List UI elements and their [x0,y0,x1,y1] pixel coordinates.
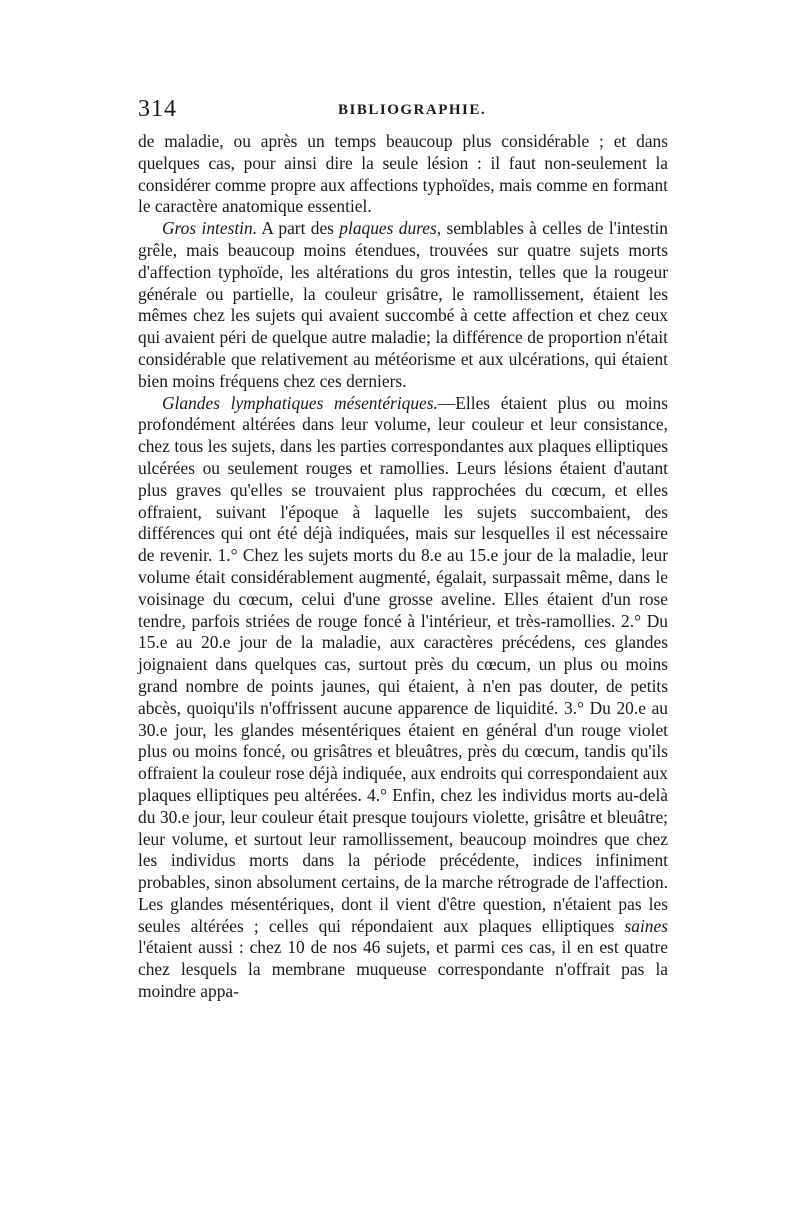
paragraph-glandes-lymphatiques [138,393,668,1003]
text-span: —Elles étaient plus ou moins profondément altérées dans leur volume, leur couleur et leur consistance, chez tous les sujets, dans les parties correspondantes aux plaques elliptiques ulcérées ou seulement rouges et ramollies. Leurs lésions étaient d'autant plus graves qu'elles se trouvaient plus rapprochées du cœcum, et elles offraient, suivant l'époque à laquelle les sujets succombaient, des différences qui ont été déjà indiquées, mais sur lesquelles il est nécessaire de revenir. 1.° Chez les sujets morts du 8.e au 15.e jour de la maladie, leur volume était considérablement augmenté, égalait, surpassait même, dans le voisinage du cœcum, celui d'une grosse aveline. Elles étaient d'un rose tendre, parfois striées de rouge foncé à l'intérieur, et très-ramollies. 2.° Du 15.e au 20.e jour de la maladie, aux caractères précédens, ces glandes joignaient dans quelques cas, surtout près du cœcum, un plus ou moins grand nombre de points jaunes, qui étaient, à n'en pas douter, de petits abcès, quoiqu'ils n'offrissent aucune apparence de liquidité. 3.° Du 20.e au 30.e jour, les glandes mésentériques étaient en général d'un rouge violet plus ou moins foncé, ou grisâtres et bleuâtres, près du cœcum, tandis qu'ils offraient la couleur rose déjà indiquée, aux endroits qui correspondaient aux plaques elliptiques peu altérées. 4.° Enfin, chez les individus morts au-delà du 30.e jour, leur couleur était presque toujours violette, grisâtre et bleuâtre; leur volume, et surtout leur ramollissement, beaucoup moindres que chez les individus morts dans la période précédente, indices infiniment probables, sinon absolument certains, de la marche rétrograde de l'affection. Les glandes mésentériques, dont il vient d'être question, n'étaient pas les seules altérées ; celles qui répondaient aux plaques elliptiques [138,392,668,936]
paragraph-continuation [138,131,668,218]
italic-term: plaques dures [339,218,437,239]
section-heading-gros-intestin: Gros intestin. [162,218,258,239]
text-span: de maladie, ou après un temps beaucoup plus considérable ; et dans quelques cas, pour ainsi dire la seule lésion : il faut non-seulement la considérer comme propre aux affections typhoïdes, mais comme en formant le caractère anatomique essentiel. [138,131,668,217]
page-header [138,96,668,126]
section-heading-glandes-lymphatiques: Glandes lymphatiques mésentériques. [162,392,438,413]
body-text [138,131,668,1003]
text-span: A part des [257,218,340,239]
italic-term: saines [624,915,668,936]
page-number: 314 [138,96,177,122]
text-span: l'étaient aussi : chez 10 de nos 46 sujets, et parmi ces cas, il en est quatre chez lesquels la membrane muqueuse correspondante n'offrait pas la moindre appa- [138,937,668,1002]
running-head: BIBLIOGRAPHIE. [338,102,487,118]
paragraph-gros-intestin [138,218,668,392]
text-span: , semblables à celles de l'intestin grêle, mais beaucoup moins étendues, trouvées sur quatre sujets morts d'affection typhoïde, les altérations du gros intestin, telles que la rougeur générale ou partielle, la couleur grisâtre, le ramollissement, étaient les mêmes chez les sujets qui avaient succombé à cette affection et chez ceux qui avaient péri de quelque autre maladie; la différence de proportion n'était considérable que relativement au météorisme et aux ulcérations, qui étaient bien moins fréquens chez ces derniers. [138,218,668,391]
